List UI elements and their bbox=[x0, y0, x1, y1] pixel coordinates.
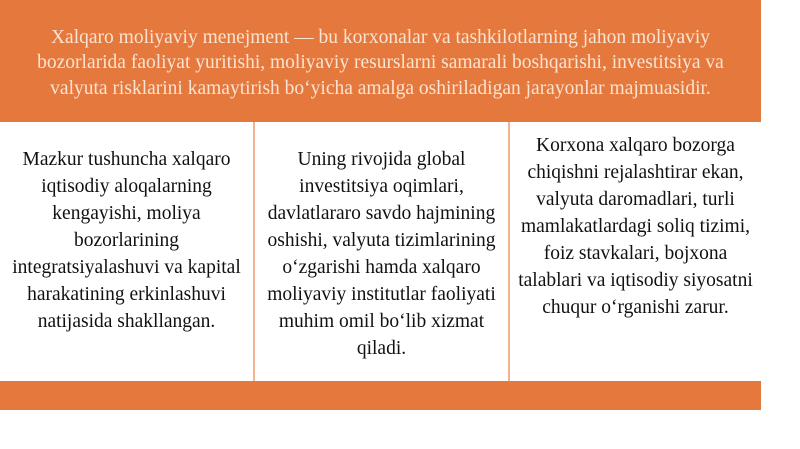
header-banner bbox=[0, 0, 761, 122]
column-3-text: Korxona xalqaro bozorga chiqishni rejalashtirar ekan, valyuta daromadlari, turli mamlakatlardagi soliq tizimi, foiz stavkalari, bojxona talablari va iqtisodiy siyosatni chuqur oʻrganishi zarur. bbox=[518, 135, 753, 318]
header-text: Xalqaro moliyaviy menejment — bu korxonalar va tashkilotlarning jahon moliyaviy bozorlarida faoliyat yuritishi, moliyaviy resurslarni samarali boshqarishi, investitsiya va valyuta risklarini kamaytirish boʻyicha amalga oshiriladigan jarayonlar majmuasidir. bbox=[37, 26, 724, 99]
column-1-text: Mazkur tushuncha xalqaro iqtisodiy aloqalarning kengayishi, moliya bozorlarining integratsiyalashuvi va kapital harakatining erkinlashuvi natijasida shakllangan. bbox=[12, 149, 241, 332]
column-1 bbox=[0, 122, 253, 381]
column-2-text: Uning rivojida global investitsiya oqimlari, davlatlararo savdo hajmining oshishi, valyuta tizimlarining oʻzgarishi hamda xalqaro moliyaviy institutlar faoliyati muhim omil boʻlib xizmat qiladi. bbox=[267, 149, 496, 359]
column-2 bbox=[255, 122, 508, 381]
content-columns bbox=[0, 122, 761, 381]
column-3 bbox=[510, 122, 761, 381]
